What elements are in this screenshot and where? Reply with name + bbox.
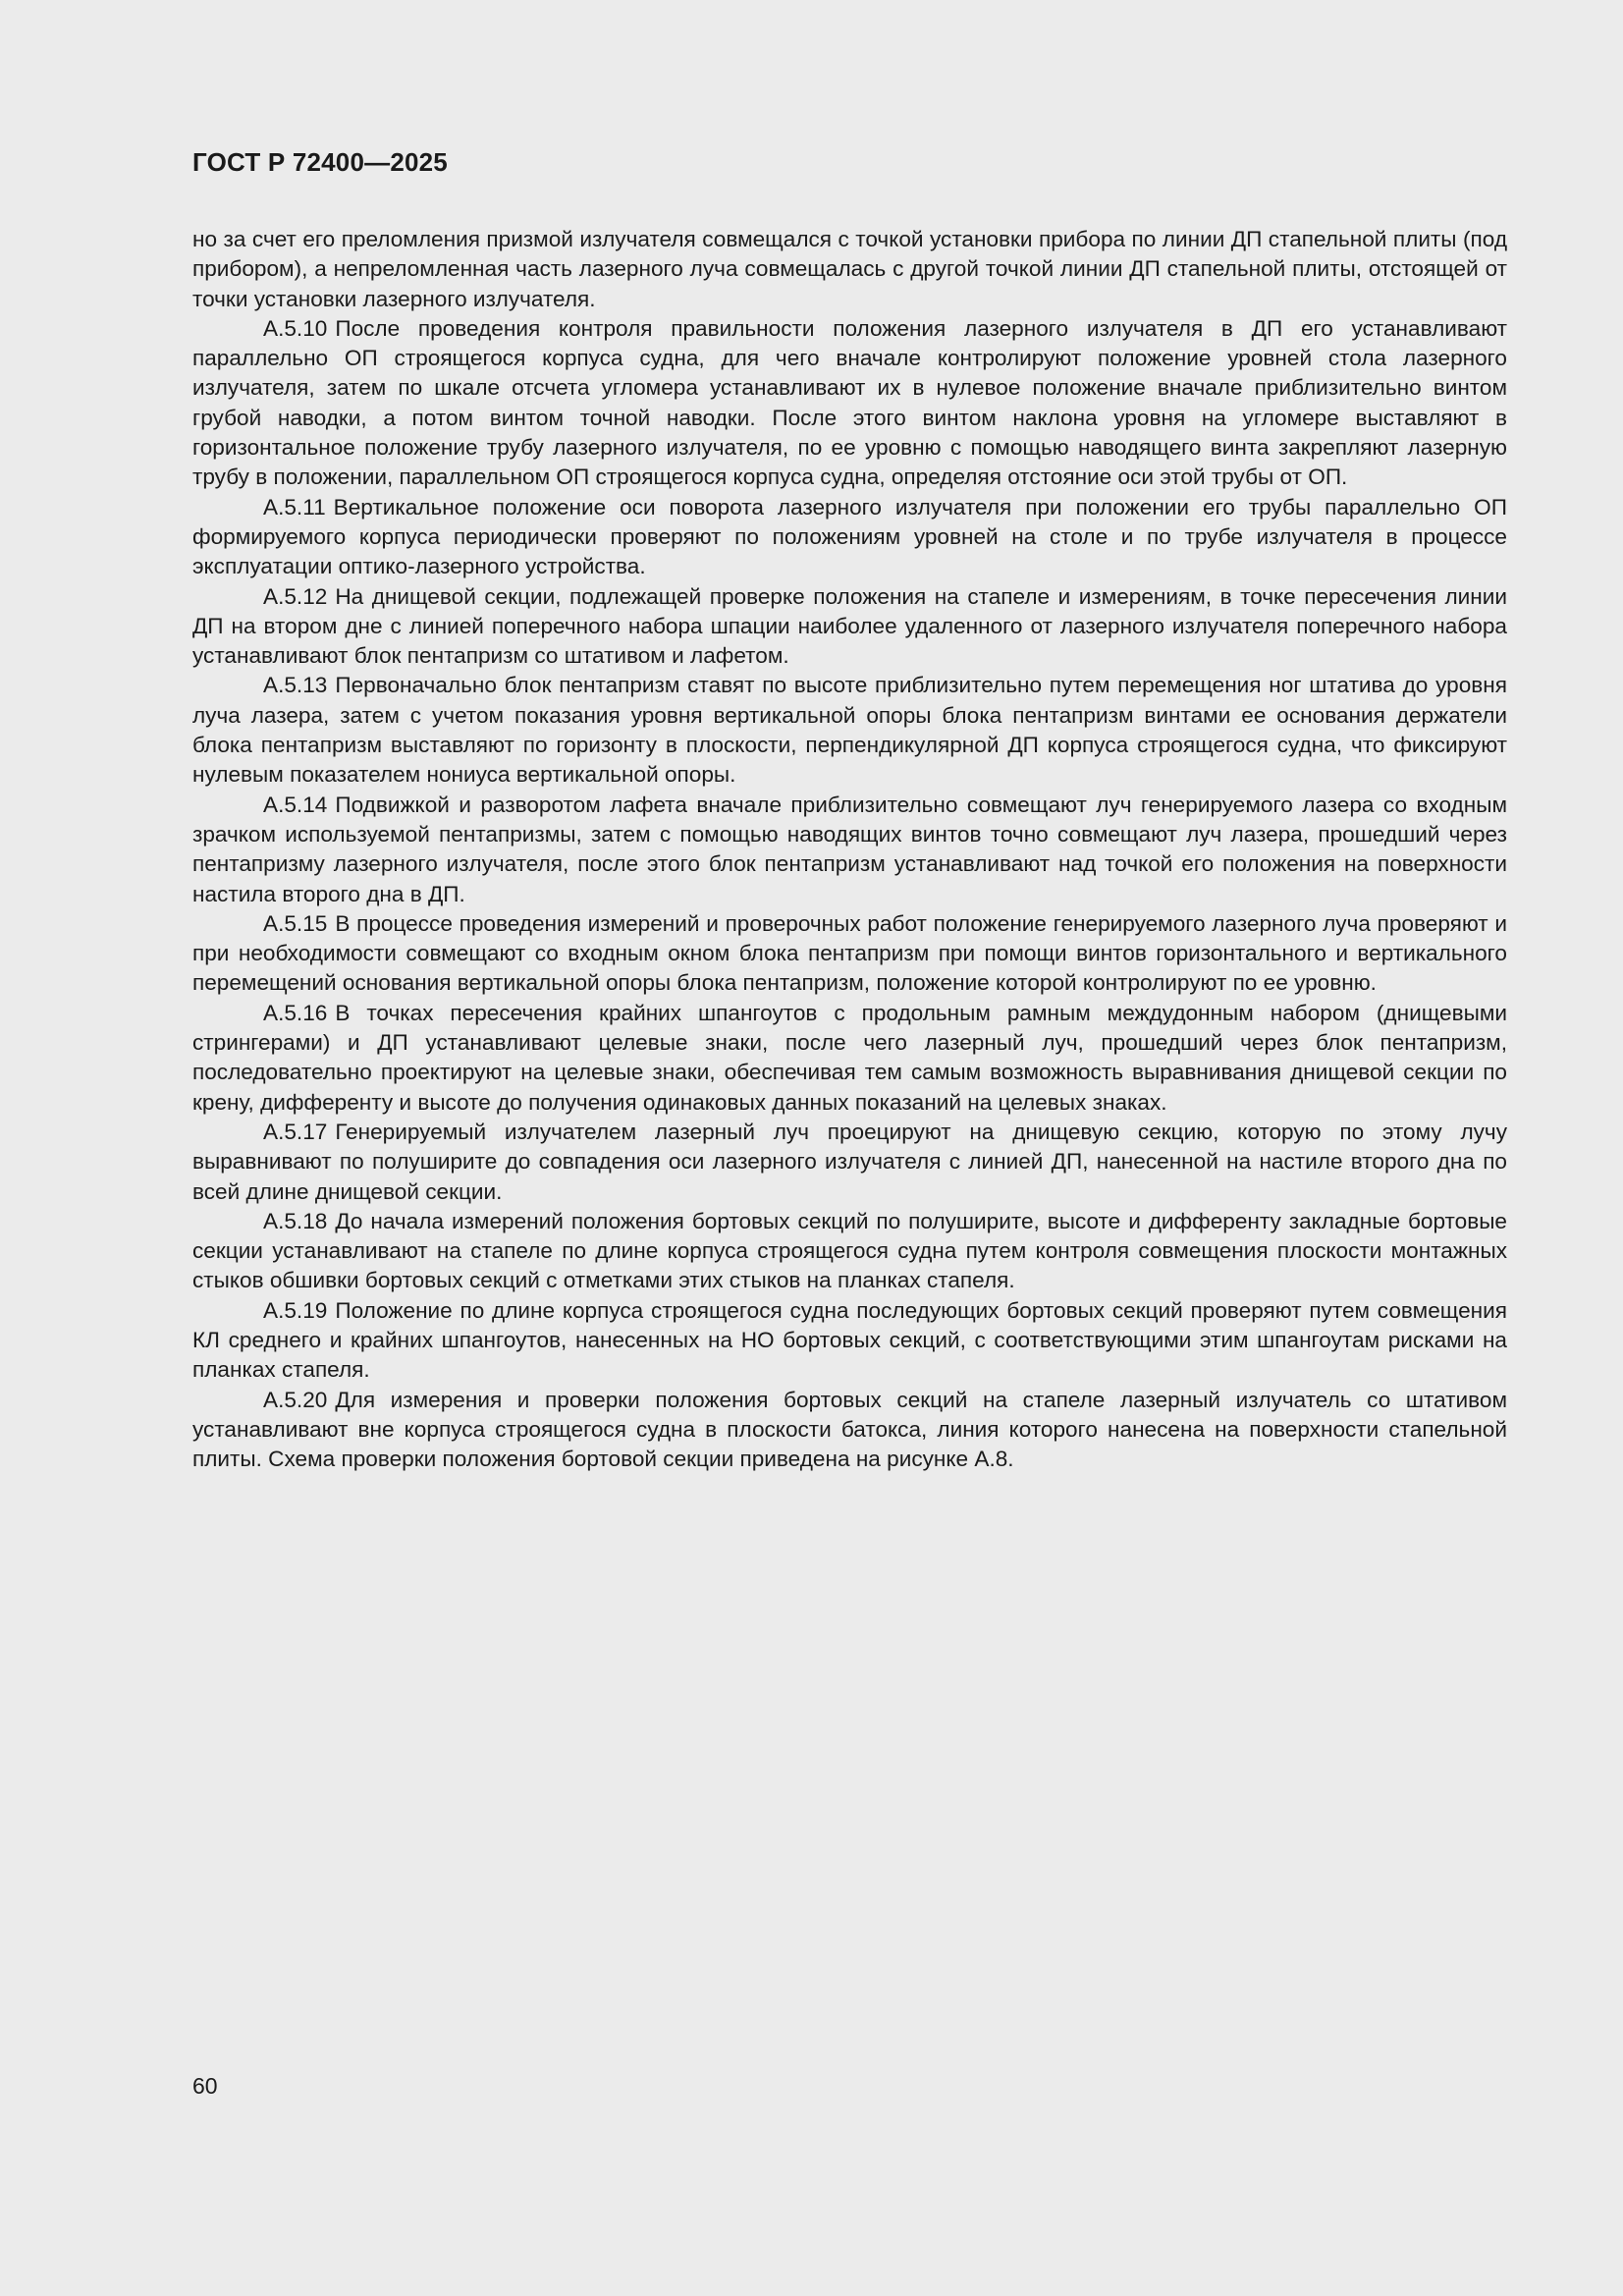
clause-a-5-10 [192, 314, 1507, 493]
document-body [192, 225, 1507, 1474]
clause-number: А.5.15 [263, 910, 328, 936]
clause-a-5-16 [192, 999, 1507, 1118]
clause-text: Подвижкой и разворотом лафета вначале приблизительно совмещают луч генерируемого лазера со входным зрачком используемой пентапризмы, затем с помощью наводящих винтов точно совмещают луч лазера, прошедший через пентапризму лазерного излучателя, после этого блок пентапризм устанавливают над точкой его положения на поверхности настила второго дна в ДП. [192, 792, 1507, 906]
document-header: ГОСТ Р 72400—2025 [192, 147, 448, 177]
clause-number: А.5.18 [263, 1208, 328, 1233]
clause-text: Для измерения и проверки положения бортовых секций на стапеле лазерный излучатель со штативом устанавливают вне корпуса строящегося судна в плоскости батокса, линия которого нанесена на поверхности стапельной плиты. Схема проверки положения бортовой секции приведена на рисунке А.8. [192, 1387, 1507, 1472]
clause-text: После проведения контроля правильности положения лазерного излучателя в ДП его устанавливают параллельно ОП строящегося корпуса судна, для чего вначале контролируют положение уровней стола лазерного излучателя, затем по шкале отсчета угломера устанавливают их в нулевое положение вначале приблизительно винтом грубой наводки, а потом винтом точной наводки. После этого винтом наклона уровня на угломере выставляют в горизонтальное положение трубу лазерного излучателя, по ее уровню с помощью наводящего винта закрепляют лазерную трубу в положении, параллельном ОП строящегося корпуса судна, определяя отстояние оси этой трубы от ОП. [192, 315, 1507, 490]
clause-a-5-18 [192, 1207, 1507, 1296]
clause-number: А.5.12 [263, 583, 328, 609]
clause-number: А.5.19 [263, 1297, 328, 1323]
clause-a-5-20 [192, 1386, 1507, 1475]
clause-text: Первоначально блок пентапризм ставят по высоте приблизительно путем перемещения ног штатива до уровня луча лазера, затем с учетом показания уровня вертикальной опоры блока пентапризм винтами ее основания держатели блока пентапризм выставляют по горизонту в плоскости, перпендикулярной ДП корпуса строящегося судна, что фиксируют нулевым показателем нониуса вертикальной опоры. [192, 673, 1507, 788]
clause-number: А.5.17 [263, 1119, 328, 1144]
clause-text: Вертикальное положение оси поворота лазерного излучателя при положении его трубы параллельно ОП формируемого корпуса периодически проверяют по положениям уровней на столе и по трубе излучателя в процессе эксплуатации оптико-лазерного устройства. [192, 494, 1507, 579]
clause-a-5-13 [192, 671, 1507, 790]
clause-text: До начала измерений положения бортовых секций по полуширите, высоте и дифференту закладные бортовые секции устанавливают на стапеле по длине корпуса строящегося судна путем контроля совмещения плоскости монтажных стыков обшивки бортовых секций с отметками этих стыков на планках стапеля. [192, 1208, 1507, 1293]
paragraph-continuation [192, 225, 1507, 314]
clause-number: А.5.13 [263, 673, 328, 698]
clause-number: А.5.20 [263, 1387, 328, 1412]
clause-a-5-15 [192, 909, 1507, 999]
clause-number: А.5.11 [263, 494, 326, 519]
clause-a-5-11 [192, 493, 1507, 582]
clause-a-5-19 [192, 1296, 1507, 1386]
clause-a-5-12 [192, 582, 1507, 672]
clause-text: На днищевой секции, подлежащей проверке положения на стапеле и измерениям, в точке пересечения линии ДП на втором дне с линией поперечного набора шпации наиболее удаленного от лазерного излучателя поперечного набора устанавливают блок пентапризм со штативом и лафетом. [192, 583, 1507, 669]
clause-text: В процессе проведения измерений и проверочных работ положение генерируемого лазерного луча проверяют и при необходимости совмещают со входным окном блока пентапризм при помощи винтов горизонтального и вертикального перемещений основания вертикальной опоры блока пентапризм, положение которой контролируют по ее уровню. [192, 910, 1507, 996]
clause-number: А.5.14 [263, 792, 328, 817]
page-number: 60 [192, 2073, 218, 2099]
clause-a-5-14 [192, 791, 1507, 909]
clause-text: Генерируемый излучателем лазерный луч проецируют на днищевую секцию, которую по этому лучу выравнивают по полуширите до совпадения оси лазерного излучателя с линией ДП, нанесенной на настиле второго дна по всей длине днищевой секции. [192, 1119, 1507, 1204]
clause-number: А.5.16 [263, 1000, 328, 1025]
paragraph-text: но за счет его преломления призмой излучателя совмещался с точкой установки прибора по линии ДП стапельной плиты (под прибором), а непреломленная часть лазерного луча совмещалась с другой точкой линии ДП стапельной плиты, отстоящей от точки установки лазерного излучателя. [192, 227, 1507, 311]
clause-text: Положение по длине корпуса строящегося судна последующих бортовых секций проверяют путем совмещения КЛ среднего и крайних шпангоутов, нанесенных на НО бортовых секций, с соответствующими этим шпангоутам рисками на планках стапеля. [192, 1297, 1507, 1383]
clause-text: В точках пересечения крайних шпангоутов с продольным рамным междудонным набором (днищевыми стрингерами) и ДП устанавливают целевые знаки, после чего лазерный луч, прошедший через блок пентапризм, последовательно проектируют на целевые знаки, обеспечивая тем самым возможность выравнивания днищевой секции по крену, дифференту и высоте до получения одинаковых данных показаний на целевых знаках. [192, 1000, 1507, 1115]
clause-number: А.5.10 [263, 315, 328, 341]
clause-a-5-17 [192, 1118, 1507, 1207]
